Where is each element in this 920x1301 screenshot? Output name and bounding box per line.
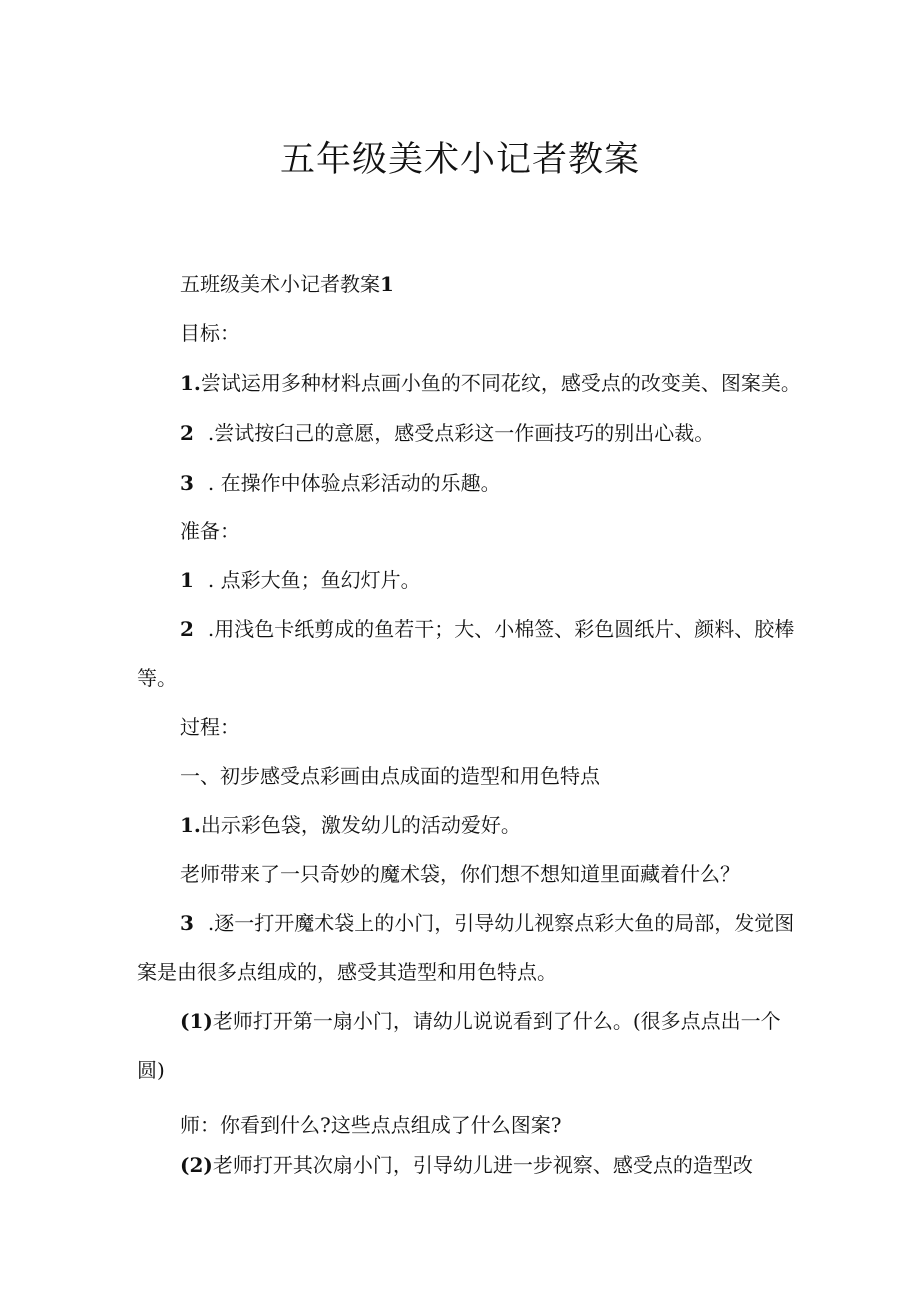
paragraph-goal-1 [180, 368, 801, 398]
paragraph-step-one [180, 761, 600, 791]
paragraph-text: 老师打开第一扇小门，请幼儿说说看到了什么。(很多点点出一个 [212, 1009, 781, 1033]
paragraph-prep-1 [180, 565, 421, 595]
paragraph-process-heading [180, 712, 240, 742]
paragraph-teacher-question [180, 1110, 561, 1140]
paragraph-substep-1-continued [137, 1055, 165, 1085]
list-number: 2 [180, 421, 194, 445]
paragraph-text: 准备： [180, 519, 240, 543]
document-title: 五年级美术小记者教案 [279, 140, 640, 180]
paragraph-substep-1 [180, 1006, 781, 1036]
paragraph-prep-2 [180, 614, 794, 644]
paragraph-text: 出示彩色袋，激发幼儿的活动爱好。 [200, 813, 521, 837]
paragraph-text: 案是由很多点组成的，感受其造型和用色特点。 [137, 960, 557, 984]
list-number: (1) [180, 1009, 213, 1033]
paragraph-text: .用浅色卡纸剪成的鱼若干；大、小棉签、彩色圆纸片、颜料、胶棒 [207, 617, 795, 641]
paragraph-step-1 [180, 810, 521, 840]
section-heading-number: 1 [380, 272, 394, 296]
list-number: 1 [180, 568, 194, 592]
paragraph-step-3-continued [137, 957, 557, 987]
list-number: 1. [180, 813, 201, 837]
section-heading [180, 269, 394, 299]
paragraph-goal-3 [180, 468, 501, 498]
paragraph-text: 师：你看到什么?这些点点组成了什么图案? [180, 1113, 562, 1137]
paragraph-goal-2 [180, 418, 714, 448]
paragraph-text: . 点彩大鱼；鱼幻灯片。 [207, 568, 421, 592]
paragraph-text: .尝试按臼己的意愿，感受点彩这一作画技巧的别出心裁。 [207, 421, 715, 445]
list-number: (2) [180, 1153, 213, 1177]
paragraph-text: . 在操作中体验点彩活动的乐趣。 [207, 471, 501, 495]
list-number: 3 [180, 471, 194, 495]
paragraph-teacher-intro [180, 859, 740, 889]
paragraph-text: 老师打开其次扇小门，引导幼儿进一步视察、感受点的造型改 [212, 1153, 753, 1177]
paragraph-text: .逐一打开魔术袋上的小门，引导幼儿视察点彩大鱼的局部，发觉图 [207, 911, 795, 935]
list-number: 3 [180, 911, 194, 935]
list-number: 2 [180, 617, 194, 641]
paragraph-goals-heading [180, 318, 240, 348]
paragraph-text: 等。 [137, 666, 177, 690]
paragraph-prep-heading [180, 516, 240, 546]
paragraph-prep-2-continued [137, 663, 177, 693]
list-number: 1. [180, 371, 201, 395]
paragraph-text: 老师带来了一只奇妙的魔术袋，你们想不想知道里面藏着什么？ [180, 862, 740, 886]
paragraph-text: 过程： [180, 715, 240, 739]
paragraph-text: 尝试运用多种材料点画小鱼的不同花纹，感受点的改变美、图案美。 [200, 371, 801, 395]
paragraph-text: 目标： [180, 321, 240, 345]
paragraph-step-3 [180, 908, 794, 938]
section-heading-text: 五班级美术小记者教案 [180, 272, 380, 296]
paragraph-text: 圆) [137, 1058, 165, 1082]
paragraph-substep-2 [180, 1150, 753, 1180]
paragraph-text: 一、初步感受点彩画由点成面的造型和用色特点 [180, 764, 600, 788]
